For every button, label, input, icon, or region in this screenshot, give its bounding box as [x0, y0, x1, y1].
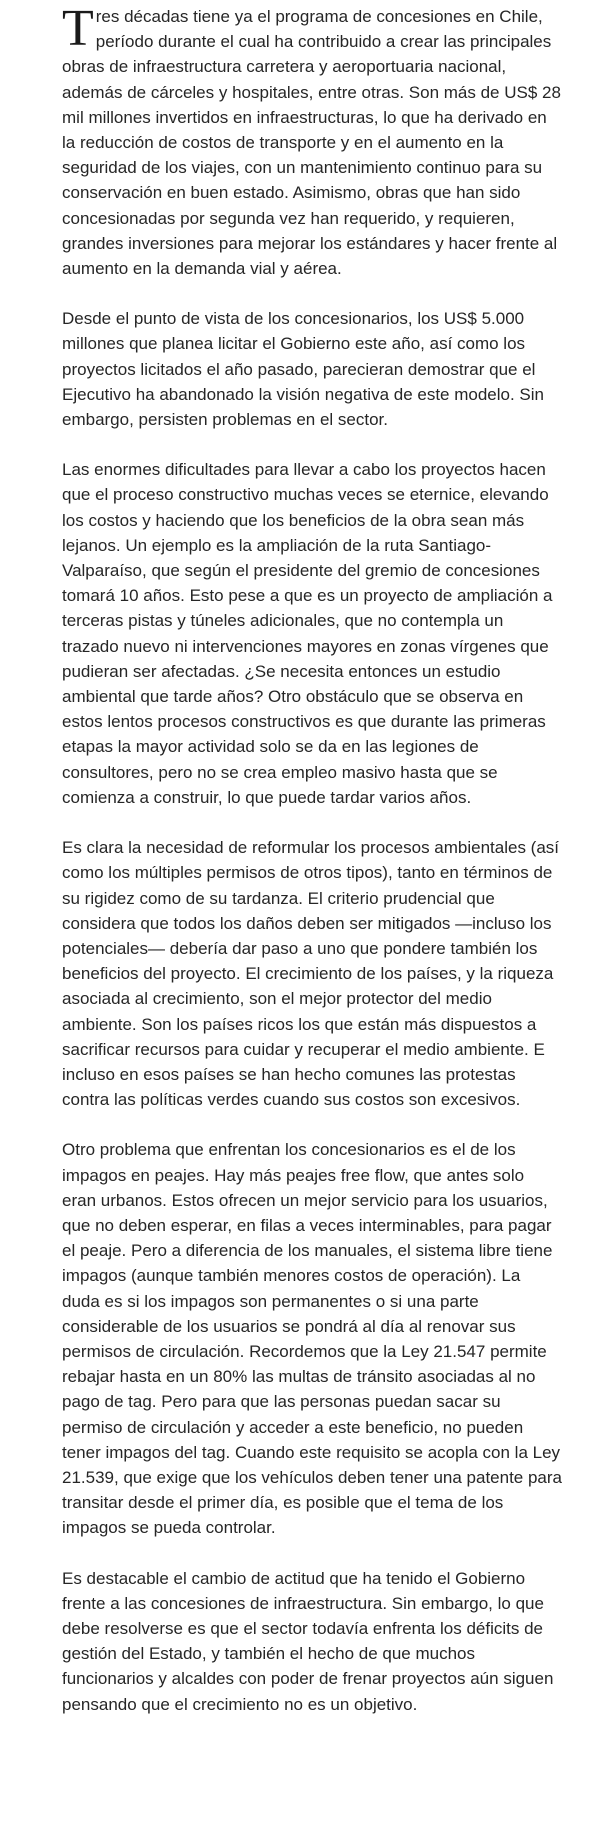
paragraph-3: Las enormes dificultades para llevar a cabo los proyectos hacen que el proceso constructivo muchas veces se eternice, elevando los costos y haciendo que los beneficios de la obra sean más lejanos. Un ejemplo es la ampliación de la ruta Santiago-Valparaíso, que según el presidente del gremio de concesiones tomará 10 años. Esto pese a que es un proyecto de ampliación a terceras pistas y túneles adicionales, que no contempla un trazado nuevo ni intervenciones mayores en zonas vírgenes que pudieran ser afectadas. ¿Se necesita entonces un estudio ambiental que tarde años? Otro obstáculo que se observa en estos lentos procesos constructivos es que durante las primeras etapas la mayor actividad solo se da en las legiones de consultores, pero no se crea empleo masivo hasta que se comienza a construir, lo que puede tardar varios años.	[62, 460, 553, 807]
paragraph-1	[62, 0, 562, 281]
paragraph-5: Otro problema que enfrentan los concesionarios es el de los impagos en peajes. Hay más peajes free flow, que antes solo eran urbanos. Estos ofrecen un mejor servicio para los usuarios, que no deben esperar, en filas a veces interminables, para pagar el peaje. Pero a diferencia de los manuales, el sistema libre tiene impagos (aunque también menores costos de operación). La duda es si los impagos son permanentes o si una parte considerable de los usuarios se pondrá al día al renovar sus permisos de circulación. Recordemos que la Ley 21.547 permite rebajar hasta en un 80% las multas de tránsito asociadas al no pago de tag. Pero para que las personas puedan sacar su permiso de circulación y acceder a este beneficio, no pueden tener impagos del tag. Cuando este requisito se acopla con la Ley 21.539, que exige que los vehículos deben tener una patente para transitar desde el primer día, es posible que el tema de los impagos se pueda controlar.	[62, 1140, 562, 1538]
paragraph-4: Es clara la necesidad de reformular los procesos ambientales (así como los múltiples permisos de otros tipos), tanto en términos de su rigidez como de su tardanza. El criterio prudencial que considera que todos los daños deben ser mitigados —incluso los potenciales— debería dar paso a uno que pondere también los beneficios del proyecto. El crecimiento de los países, y la riqueza asociada al crecimiento, son el mejor protector del medio ambiente. Son los países ricos los que están más dispuestos a sacrificar recursos para cuidar y recuperar el medio ambiente. E incluso en esos países se han hecho comunes las protestas contra las políticas verdes cuando sus costos son excesivos.	[62, 838, 560, 1110]
paragraph-1-text: res décadas tiene ya el programa de concesiones en Chile, período durante el cual ha contribuido a crear las principales obras de infraestructura carretera y aeroportuaria nacional, además de cárceles y hospitales, entre otras. Son más de US$ 28 mil millones invertidos en infraestructuras, lo que ha derivado en la reducción de costos de transporte y en el aumento en la seguridad de los viajes, con un mantenimiento continuo para su conservación en buen estado. Asimismo, obras que han sido concesionadas por segunda vez han requerido, y requieren, grandes inversiones para mejorar los estándares y hacer frente al aumento en la demanda vial y aérea.	[62, 7, 561, 279]
paragraph-2: Desde el punto de vista de los concesionarios, los US$ 5.000 millones que planea licitar el Gobierno este año, así como los proyectos licitados el año pasado, parecieran demostrar que el Ejecutivo ha abandonado la visión negativa de este modelo. Sin embargo, persisten problemas en el sector.	[62, 309, 545, 430]
article-body	[62, 0, 562, 1742]
paragraph-6: Es destacable el cambio de actitud que ha tenido el Gobierno frente a las concesiones de infraestructura. Sin embargo, lo que debe resolverse es que el sector todavía enfrenta los déficits de gestión del Estado, y también el hecho de que muchos funcionarios y alcaldes con poder de frenar proyectos aún siguen pensando que el crecimiento no es un objetivo.	[62, 1568, 554, 1714]
drop-cap-letter: T	[62, 0, 94, 57]
